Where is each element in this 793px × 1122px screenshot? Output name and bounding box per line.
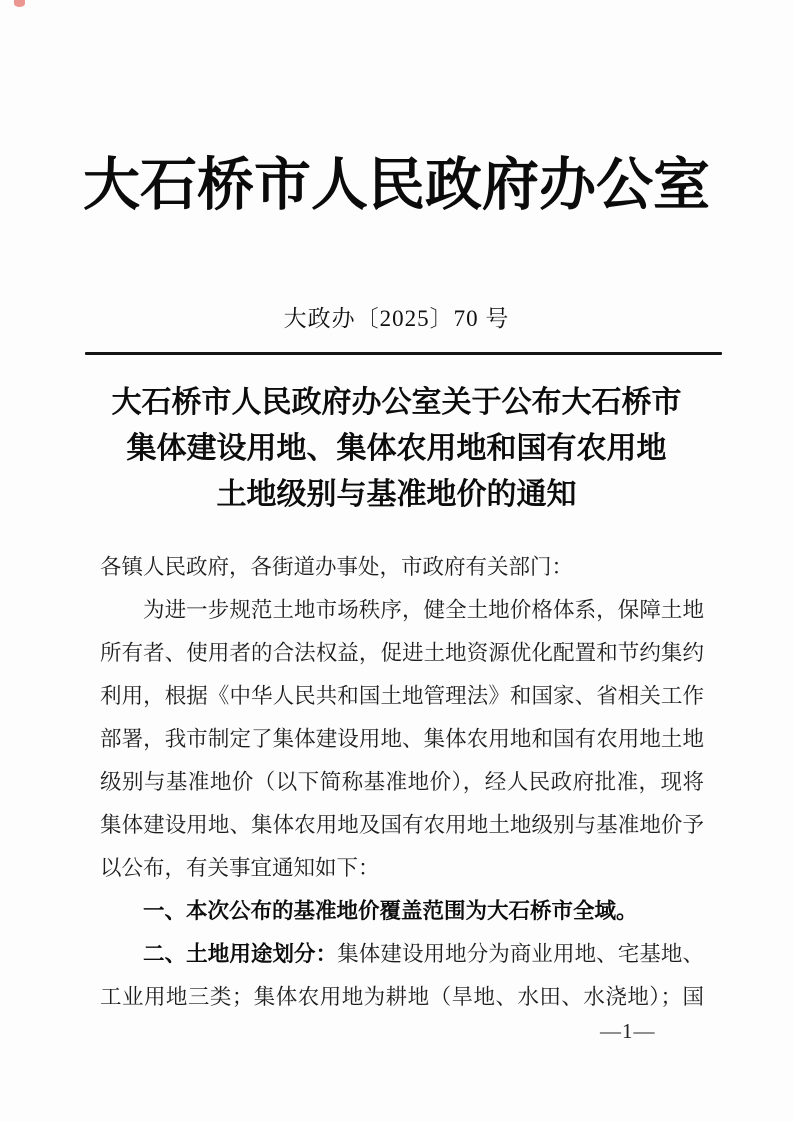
- body-line: 所有者、使用者的合法权益，促进土地资源优化配置和节约集约: [100, 641, 704, 665]
- notice-body: [100, 546, 704, 1019]
- issuing-organization-title: 大石桥市人民政府办公室: [83, 154, 710, 217]
- body-line-item-2: [100, 933, 704, 976]
- notice-title-line-2: 集体建设用地、集体农用地和国有农用地: [126, 432, 667, 465]
- item-2-heading: 二、土地用途划分：: [143, 942, 338, 966]
- page-number: —1—: [600, 1019, 656, 1043]
- body-line: 集体建设用地、集体农用地及国有农用地土地级别与基准地价予: [100, 813, 704, 837]
- body-line: 工业用地三类；集体农用地为耕地（旱地、水田、水浇地）；国: [100, 985, 704, 1009]
- body-line: 级别与基准地价（以下简称基准地价），经人民政府批准，现将: [100, 770, 704, 794]
- scan-artifact: [14, 0, 25, 7]
- body-line-item-1: 一、本次公布的基准地价覆盖范围为大石桥市全域。: [143, 899, 638, 923]
- item-2-text: 集体建设用地分为商业用地、宅基地、: [337, 942, 704, 966]
- notice-title-line-1: 大石桥市人民政府办公室关于公布大石桥市: [111, 386, 682, 419]
- body-line: 利用，根据《中华人民共和国土地管理法》和国家、省相关工作: [100, 684, 704, 708]
- body-line: 为进一步规范土地市场秩序，健全土地价格体系，保障土地: [143, 598, 704, 622]
- notice-title-line-3: 土地级别与基准地价的通知: [216, 478, 577, 511]
- body-line-salutation: 各镇人民政府，各街道办事处，市政府有关部门：: [100, 555, 574, 579]
- notice-title: [0, 380, 793, 518]
- header-separator-rule: [85, 352, 722, 355]
- document-reference-number: 大政办〔2025〕70 号: [283, 306, 510, 331]
- body-line: 部署，我市制定了集体建设用地、集体农用地和国有农用地土地: [100, 727, 704, 751]
- body-line: 以公布，有关事宜通知如下：: [100, 856, 380, 880]
